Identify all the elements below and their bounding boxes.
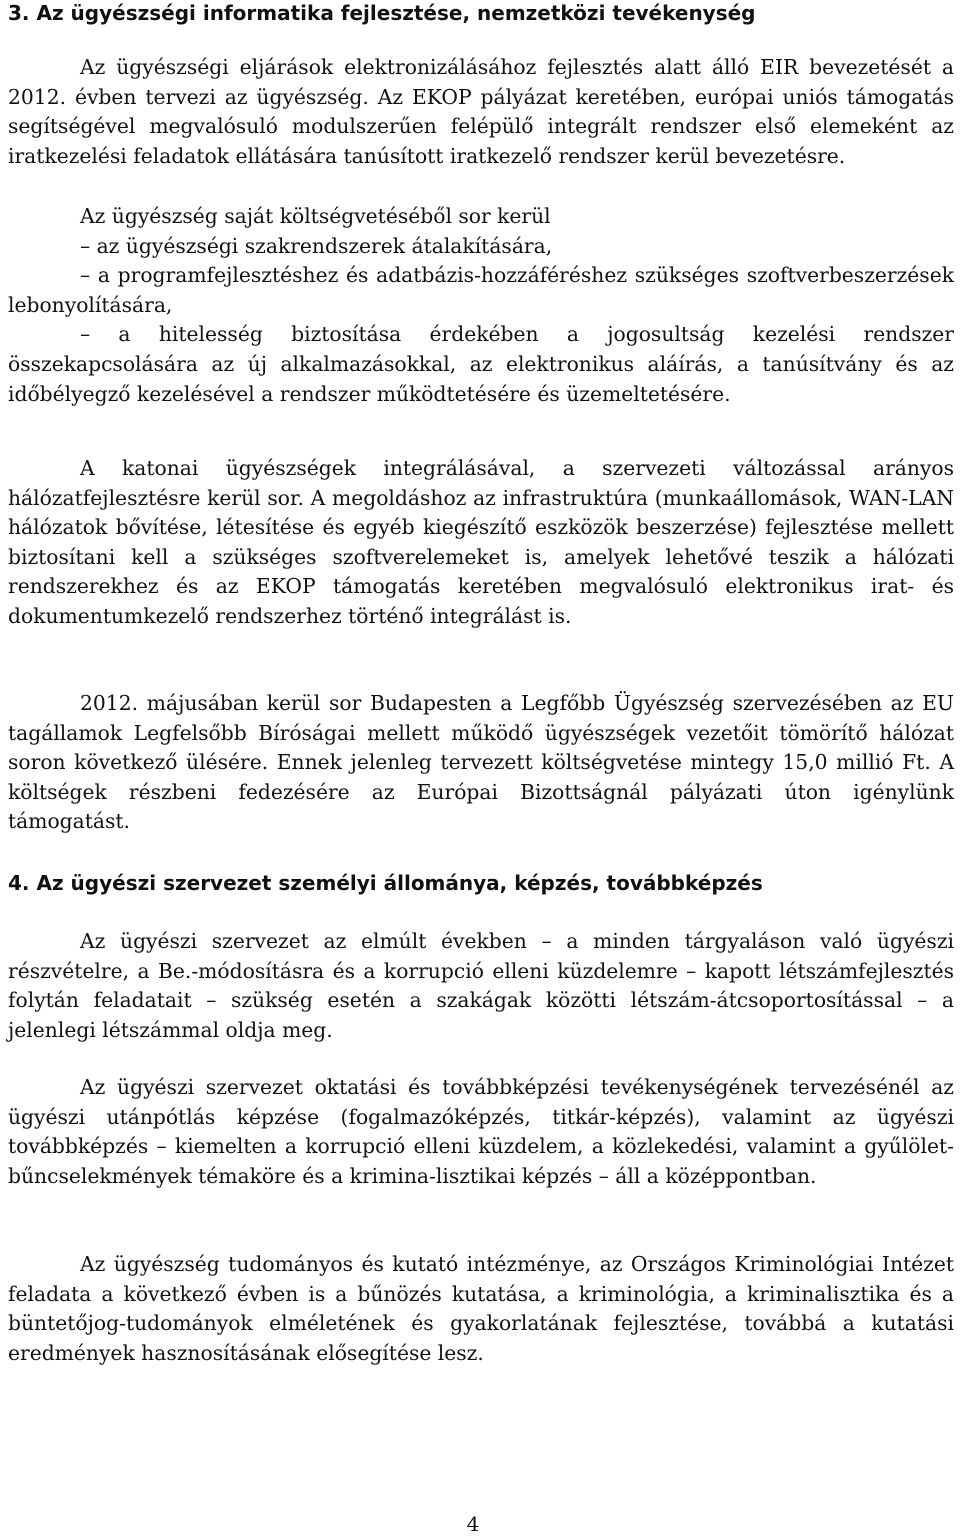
- budget-list-item-1: – az ügyészségi szakrendszerek átalakítására,: [80, 233, 553, 258]
- section-3-heading: 3. Az ügyészségi informatika fejlesztése, nemzetközi tevékenység: [8, 1, 756, 25]
- section-4-heading: 4. Az ügyészi szervezet személyi állománya, képzés, továbbképzés: [8, 871, 763, 895]
- budget-list-item-2: – a programfejlesztéshez és adatbázis-hozzáféréshez szükséges szoftverbeszerzések lebonyolítására,: [8, 263, 954, 317]
- document-page: [8, 0, 954, 1537]
- section-4-paragraph-training: Az ügyészi szervezet oktatási és továbbképzési tevékenységének tervezésénél az ügyészi utánpótlás képzése (fogalmazóképzés, titkár-képzés), valamint az ügyészi továbbképzés – kiemelten a korrupció elleni küzdelem, a közlekedési, valamint a gyűlölet-bűncselekmények témaköre és a krimina-lisztikai képzés – áll a középpontban.: [8, 1075, 954, 1188]
- section-4-paragraph-research: Az ügyészség tudományos és kutató intézménye, az Országos Kriminológiai Intézet feladata a következő évben is a bűnözés kutatása, a kriminológia, a kriminalisztika és a büntetőjog-tudományok elméletének és gyakorlatának fejlesztése, továbbá a kutatási eredmények hasznosításának elősegítése lesz.: [8, 1252, 954, 1365]
- section-4-paragraph-staffing: Az ügyészi szervezet az elmúlt években – a minden tárgyaláson való ügyészi részvételre, a Be.-módosításra és a korrupció elleni küzdelemre – kapott létszámfejlesztés folytán feladatait – szükség esetén a szakágak közötti létszám-átcsoportosítással – a jelenlegi létszámmal oldja meg.: [8, 929, 954, 1042]
- budget-list-intro: Az ügyészség saját költségvetéséből sor kerül: [80, 204, 551, 228]
- section-3-paragraph-eir: Az ügyészségi eljárások elektronizálásához fejlesztés alatt álló EIR bevezetését a 2012. évben tervezi az ügyészség. Az EKOP pályázat keretében, európai uniós támogatás segítségével megvalósuló modulszerűen felépülő integrált rendszer első elemeként az iratkezelési feladatok ellátására tanúsított iratkezelő rendszer kerül bevezetésre.: [8, 55, 954, 168]
- section-3-paragraph-meeting: 2012. májusában kerül sor Budapesten a Legfőbb Ügyészség szervezésében az EU tagállamok Legfelsőbb Bíróságai mellett működő ügyészségek vezetőit tömörítő hálózat soron következő ülésére. Ennek jelenleg tervezett költségvetése mintegy 15,0 millió Ft. A költségek részbeni fedezésére az Európai Bizottságnál pályázati úton igénylünk támogatást.: [8, 691, 954, 834]
- section-3-budget-list: [8, 202, 954, 409]
- section-3-paragraph-network: A katonai ügyészségek integrálásával, a szervezeti változással arányos hálózatfejlesztésre kerül sor. A megoldáshoz az infrastruktúra (munkaállomások, WAN-LAN hálózatok bővítése, létesítése és egyéb kiegészítő eszközök beszerzése) fejlesztése mellett biztosítani kell a szükséges szoftverelemeket is, amelyek lehetővé teszik a hálózati rendszerekhez és az EKOP támogatás keretében megvalósuló elektronikus irat- és dokumentumkezelő rendszerhez történő integrálást is.: [8, 456, 954, 628]
- page-number: 4: [466, 1512, 480, 1536]
- budget-list-item-3: – a hitelesség biztosítása érdekében a jogosultság kezelési rendszer összekapcsolására az új alkalmazásokkal, az elektronikus aláírás, a tanúsítvány és az időbélyegző kezelésével a rendszer működtetésére és üzemeltetésére.: [8, 322, 954, 406]
